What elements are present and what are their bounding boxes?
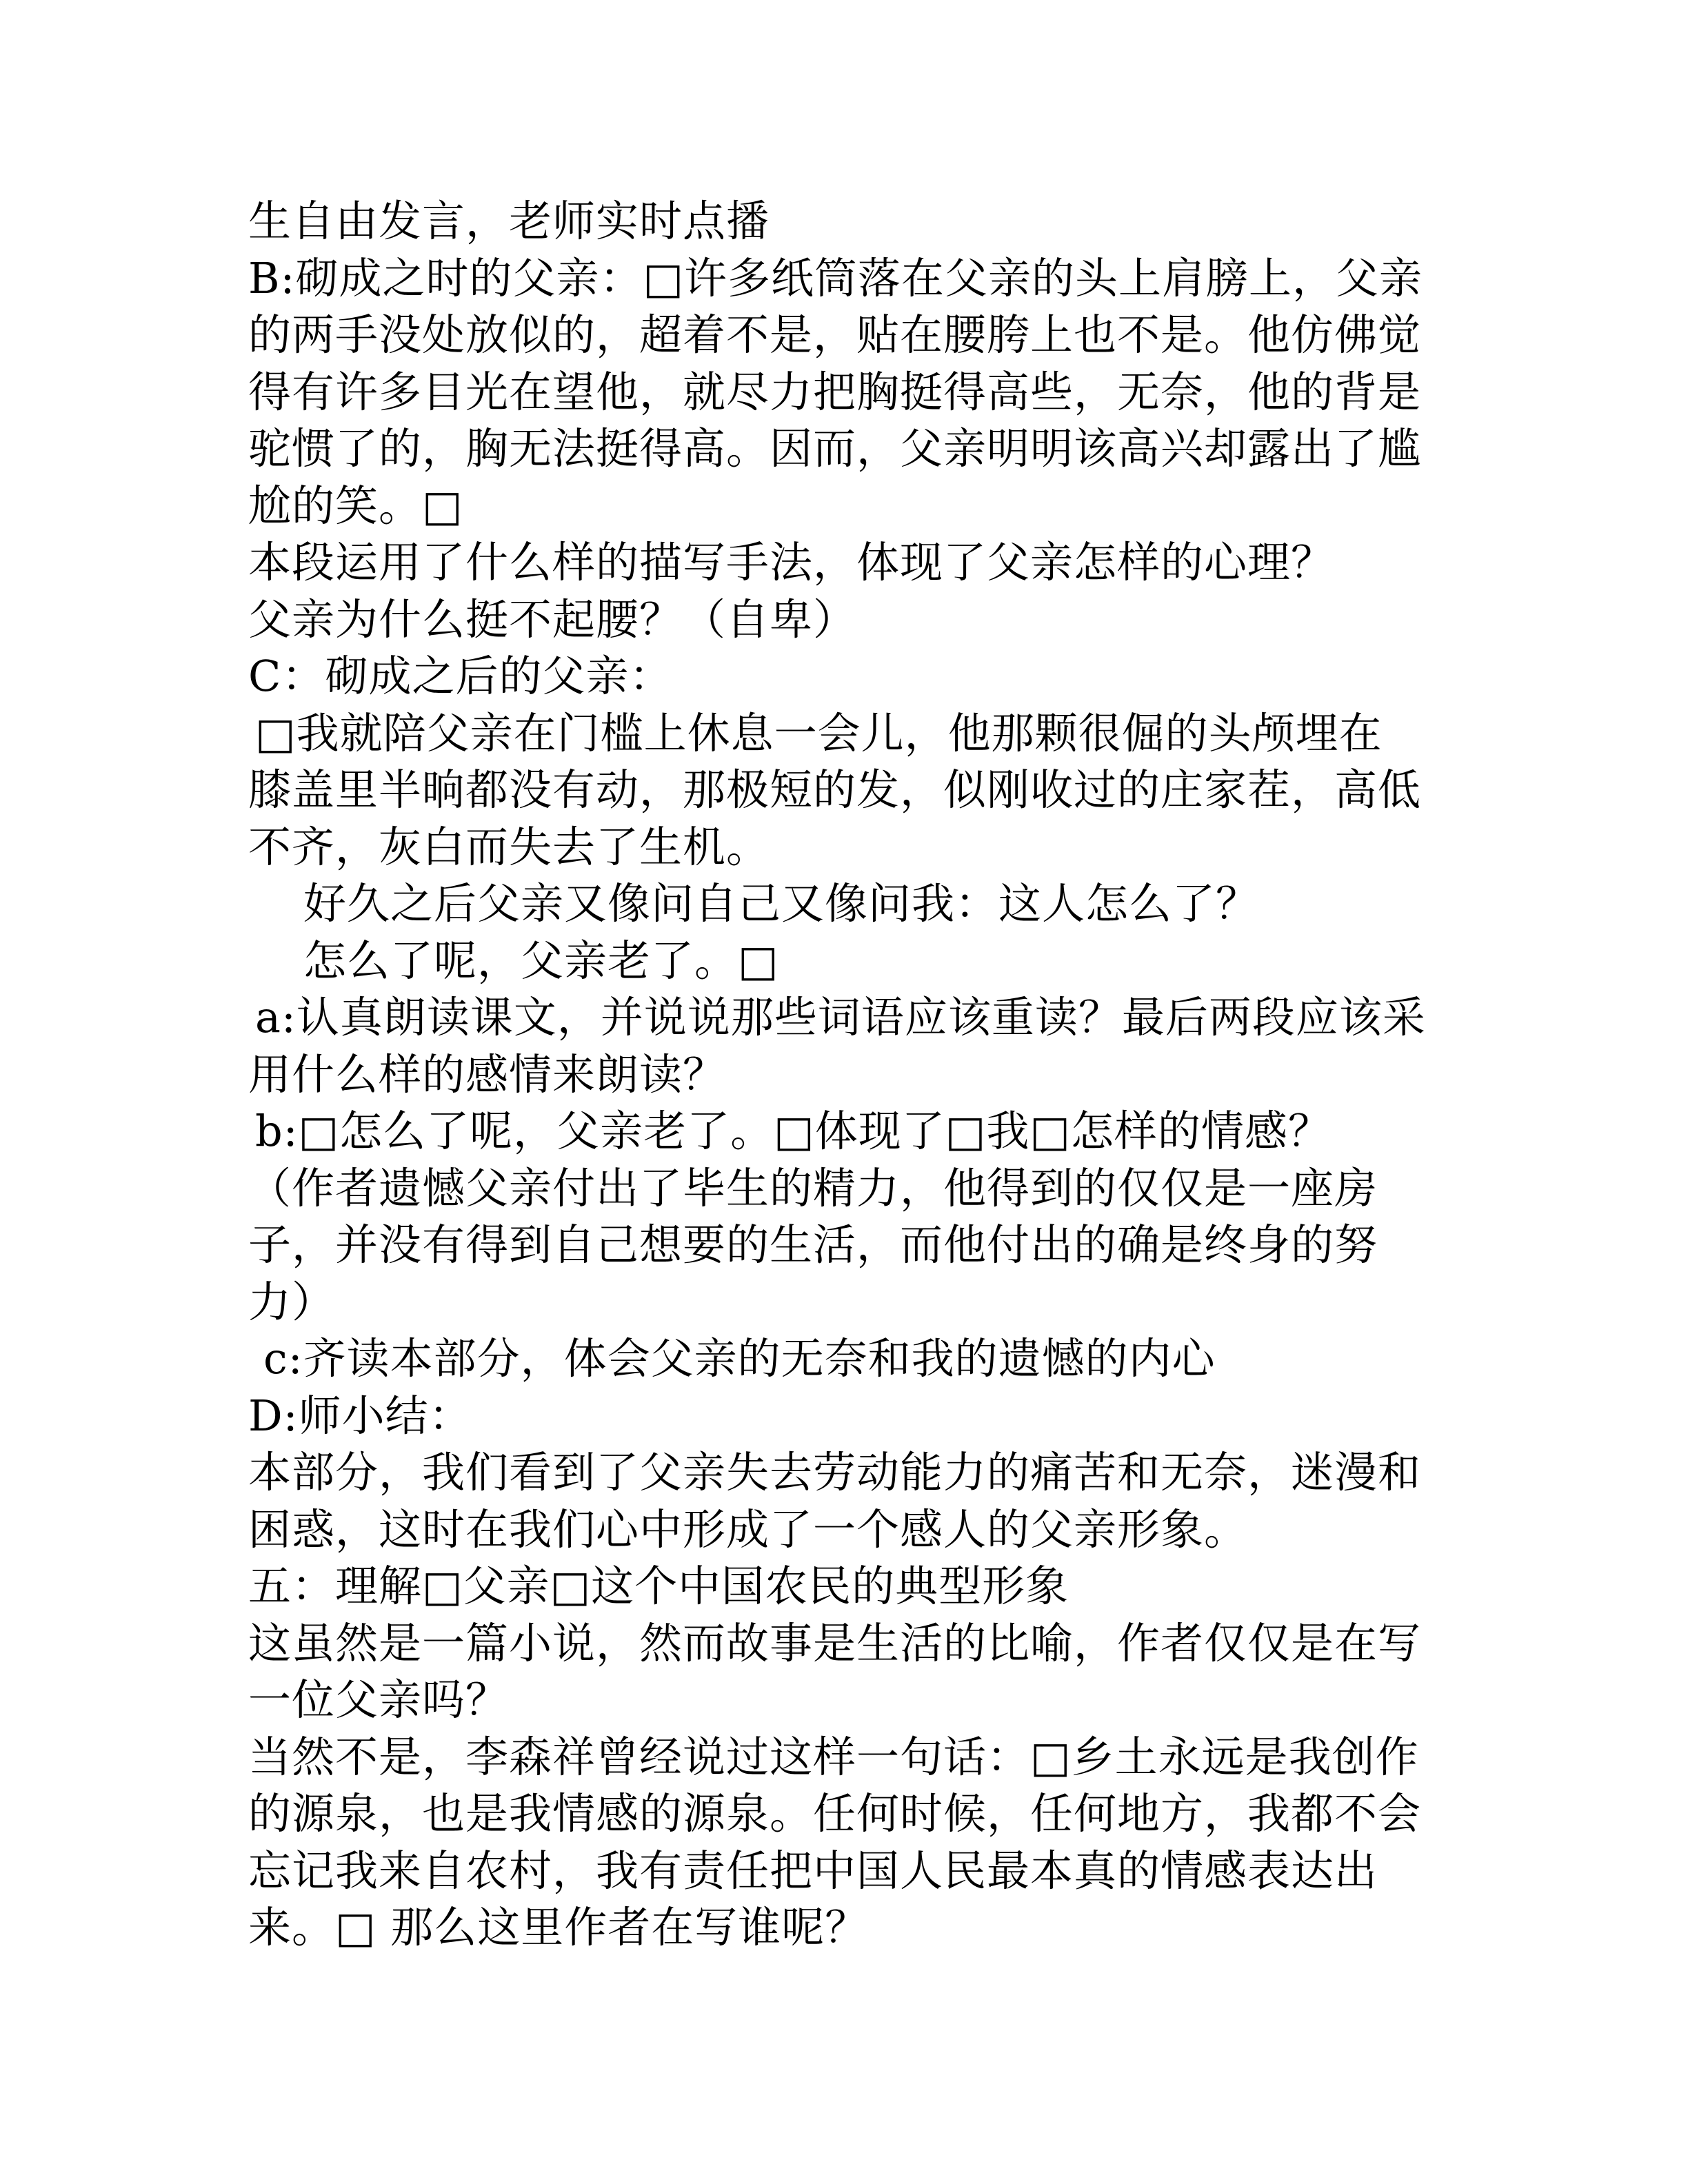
text-line-23: 本部分，我们看到了父亲失去劳动能力的痛苦和无奈，迷漫和 (248, 1447, 1422, 1497)
text-line-1: 生自由发言，老师实时点播 (248, 196, 770, 246)
text-line-13: 好久之后父亲又像问自己又像问我：这人怎么了？ (303, 878, 1260, 929)
text-line-4: 得有许多目光在望他，就尽力把胸挺得高些，无奈，他的背是 (248, 366, 1422, 417)
text-line-30: 忘记我来自农村，我有责任把中国人民最本真的情感表达出 (248, 1845, 1378, 1896)
text-line-12: 不齐，灰白而失去了生机。 (248, 821, 770, 872)
text-line-8: 父亲为什么挺不起腰？（自卑） (248, 594, 857, 645)
text-line-14: 怎么了呢，父亲老了。□ (303, 935, 779, 986)
text-line-25: 五：理解□父亲□这个中国农民的典型形象 (248, 1561, 1069, 1611)
text-line-6: 尬的笑。□ (248, 480, 463, 531)
text-line-31: 来。□ 那么这里作者在写谁呢？ (248, 1902, 869, 1952)
text-line-29: 的源泉，也是我情感的源泉。任何时候，任何地方，我都不会 (248, 1788, 1422, 1839)
text-line-10: □我就陪父亲在门槛上休息一会儿，他那颗很倔的头颅埋在 (255, 707, 1383, 758)
text-line-19: 子，并没有得到自己想要的生活，而他付出的确是终身的努 (248, 1220, 1378, 1270)
text-line-27: 一位父亲吗？ (248, 1675, 510, 1725)
text-line-5: 驼惯了的，胸无法挺得高。因而，父亲明明该高兴却露出了尴 (248, 423, 1422, 474)
text-line-16: 用什么样的感情来朗读？ (248, 1049, 727, 1100)
text-line-22: D:师小结： (248, 1390, 472, 1441)
text-line-20: 力） (248, 1276, 336, 1327)
text-line-26: 这虽然是一篇小说，然而故事是生活的比喻，作者仅仅是在写 (248, 1617, 1422, 1668)
text-line-21: c:齐读本部分，体会父亲的无奈和我的遗憾的内心 (263, 1333, 1216, 1384)
document-page (248, 193, 1434, 1957)
text-line-11: 膝盖里半晌都没有动，那极短的发，似刚收过的庄家茬，高低 (248, 765, 1422, 815)
text-line-9: C：砌成之后的父亲： (248, 651, 673, 701)
text-line-7: 本段运用了什么样的描写手法，体现了父亲怎样的心理？ (248, 537, 1335, 587)
text-line-28: 当然不是，李森祥曾经说过这样一句话：□乡土永远是我创作 (248, 1731, 1419, 1782)
text-line-18: （作者遗憾父亲付出了毕生的精力，他得到的仅仅是一座房 (248, 1162, 1378, 1213)
text-line-2: B:砌成之时的父亲：□许多纸筒落在父亲的头上肩膀上，父亲 (248, 252, 1423, 303)
text-line-15: a:认真朗读课文，并说说那些词语应该重读？最后两段应该采 (255, 992, 1426, 1042)
text-line-17: b:□怎么了呢，父亲老了。□体现了□我□怎样的情感？ (255, 1106, 1332, 1156)
text-line-3: 的两手没处放似的，超着不是，贴在腰胯上也不是。他仿佛觉 (248, 310, 1422, 360)
text-line-24: 困惑，这时在我们心中形成了一个感人的父亲形象。 (248, 1504, 1248, 1555)
